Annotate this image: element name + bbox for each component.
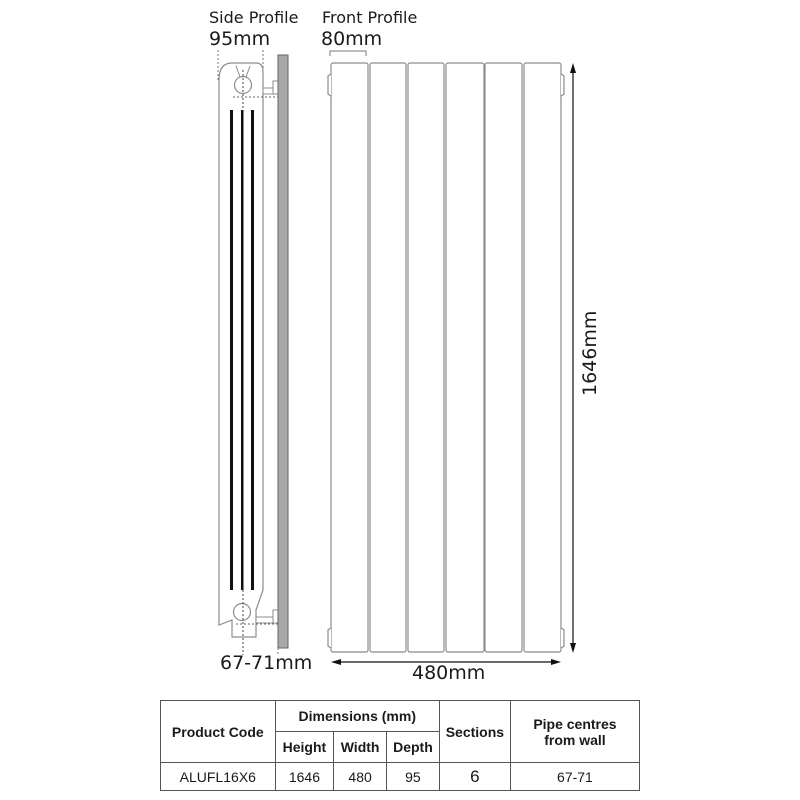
- cell-height: 1646: [275, 763, 334, 791]
- section-width-label: 80mm: [321, 28, 383, 50]
- table-row: [161, 763, 640, 791]
- side-depth-label: 95mm: [209, 28, 271, 50]
- specification-table: [160, 700, 640, 791]
- cell-depth: 95: [386, 763, 439, 791]
- cell-pipe-centres: 67-71: [510, 763, 639, 791]
- front-profile-drawing: [328, 63, 564, 652]
- header-height: Height: [275, 732, 334, 763]
- cell-product-code: ALUFL16X6: [161, 763, 276, 791]
- pipe-centres-label: 67-71mm: [220, 652, 313, 674]
- header-sections: Sections: [439, 701, 510, 763]
- height-dimension-arrow: [570, 63, 576, 653]
- cell-sections: 6: [439, 763, 510, 791]
- side-profile-drawing: [218, 50, 289, 655]
- total-width-label: 480mm: [412, 662, 486, 684]
- header-product-code: Product Code: [161, 701, 276, 763]
- header-depth: Depth: [386, 732, 439, 763]
- side-profile-label: Side Profile: [209, 8, 299, 27]
- total-height-label: 1646mm: [579, 310, 601, 396]
- header-width: Width: [334, 732, 387, 763]
- cell-width: 480: [334, 763, 387, 791]
- front-profile-label: Front Profile: [322, 8, 418, 27]
- header-dimensions: Dimensions (mm): [275, 701, 439, 732]
- header-pipe-centres: Pipe centres from wall: [510, 701, 639, 763]
